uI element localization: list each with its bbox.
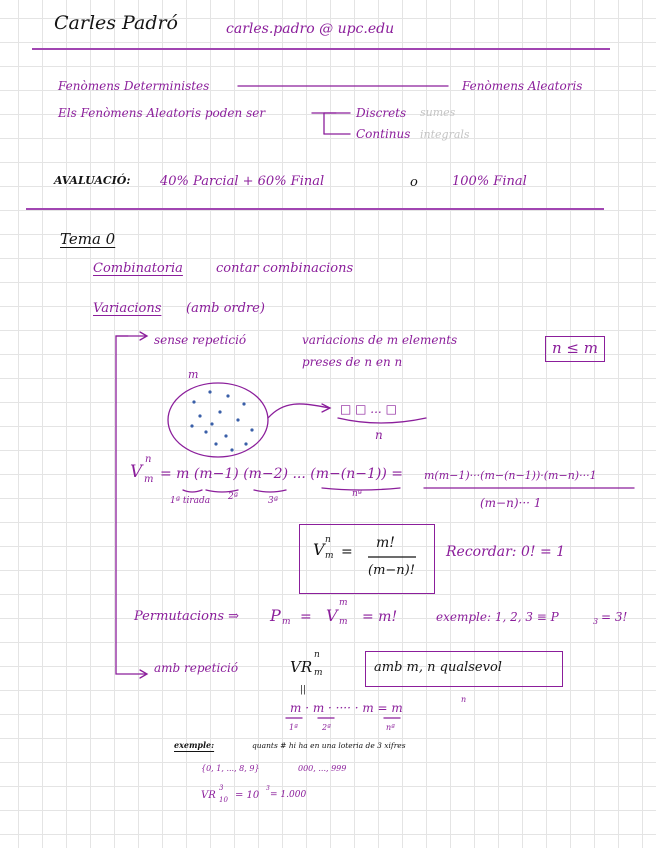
variations-sub: m bbox=[144, 474, 154, 485]
set-dots bbox=[190, 390, 253, 451]
perm-v-sup: m bbox=[339, 598, 348, 608]
variations-expansion: = m (m−1) (m−2) ... (m−(n−1)) = bbox=[160, 466, 403, 482]
evaluation-label: AVALUACIÓ: bbox=[54, 174, 131, 187]
under-third: 3ª bbox=[268, 496, 279, 506]
deterministic-label: Fenòmens Deterministes bbox=[58, 79, 210, 93]
under-second: 2ª bbox=[228, 492, 239, 502]
evaluation-or: o bbox=[410, 175, 418, 190]
vr-sub: m bbox=[314, 668, 323, 678]
vr-symbol: VR bbox=[290, 658, 313, 676]
example-question: quants # hi ha en una loteria de 3 xifres bbox=[252, 741, 406, 750]
example-vr-eq: = 10 bbox=[235, 790, 260, 801]
remember-note: Recordar: 0! = 1 bbox=[446, 544, 566, 560]
underbrace-1 bbox=[183, 490, 202, 492]
set-arrow-head bbox=[322, 404, 330, 412]
topic-title: Tema 0 bbox=[60, 230, 116, 248]
boxed-denominator: (m−n)! bbox=[368, 563, 415, 578]
variations-symbol: V bbox=[130, 462, 143, 482]
boxed-symbol: V bbox=[313, 540, 325, 559]
boxed-sup: n bbox=[325, 535, 331, 545]
example-vr-pow: 3 bbox=[266, 785, 270, 792]
product-under-n: nª bbox=[386, 723, 395, 732]
author-name: Carles Padró bbox=[54, 12, 179, 34]
underbrace-3 bbox=[254, 490, 286, 492]
product-under-1: 1ª bbox=[289, 723, 298, 732]
example-vr-result: = 1.000 bbox=[270, 790, 307, 800]
variations-desc: (amb ordre) bbox=[186, 301, 265, 316]
discrete-label: Discrets bbox=[356, 106, 407, 120]
no-repeat-line-1: variacions de m elements bbox=[302, 333, 458, 347]
example-digit-set: {0, 1, ..., 8, 9} bbox=[201, 764, 260, 773]
slots-brace bbox=[338, 418, 426, 423]
under-first: 1ª tirada bbox=[170, 496, 211, 506]
any-values-text: amb m, n qualsevol bbox=[374, 660, 502, 675]
perm-v-sub: m bbox=[339, 617, 348, 627]
example-label: exemple: bbox=[174, 740, 215, 750]
set-ellipse bbox=[168, 383, 268, 457]
with-repeat-label: amb repetició bbox=[154, 661, 239, 675]
perm-sub: m bbox=[282, 617, 291, 627]
perm-example-end: = 3! bbox=[601, 610, 628, 624]
permutations-label: Permutacions ⇒ bbox=[134, 609, 240, 624]
set-arrow bbox=[268, 404, 330, 418]
evaluation-option-2: 100% Final bbox=[452, 174, 527, 189]
example-vr-sub: 10 bbox=[219, 796, 228, 804]
evaluation-option-1: 40% Parcial + 60% Final bbox=[160, 174, 325, 189]
slot-count-label: n bbox=[375, 428, 383, 442]
vr-sup: n bbox=[314, 650, 320, 660]
example-vr: VR bbox=[201, 790, 216, 801]
under-nth: nª bbox=[352, 489, 363, 499]
equality-bars: || bbox=[300, 685, 307, 695]
author-email: carles.padro @ upc.edu bbox=[226, 21, 395, 37]
perm-symbol: P bbox=[270, 606, 281, 625]
no-repeat-line-2: preses de n en n bbox=[302, 355, 403, 369]
condition-text: n ≤ m bbox=[552, 339, 598, 357]
discrete-note: sumes bbox=[420, 106, 456, 119]
underbrace-2 bbox=[206, 490, 238, 492]
branch-line bbox=[116, 336, 146, 674]
continuous-label: Continus bbox=[356, 127, 411, 141]
no-repeat-label: sense repetició bbox=[154, 333, 247, 347]
variations-heading: Variacions bbox=[93, 301, 162, 316]
continuous-note: integrals bbox=[420, 128, 470, 141]
example-vr-sup: 3 bbox=[219, 784, 224, 792]
combinatorics-desc: contar combinacions bbox=[216, 261, 354, 276]
random-sentence: Els Fenòmens Aleatoris poden ser bbox=[58, 106, 266, 120]
combinatorics-heading: Combinatoria bbox=[93, 261, 183, 276]
set-label: m bbox=[188, 368, 199, 381]
example-range: 000, ..., 999 bbox=[298, 764, 347, 773]
random-label: Fenòmens Aleatoris bbox=[462, 79, 583, 93]
product-under-2: 2ª bbox=[322, 723, 331, 732]
perm-eq-2: = m! bbox=[362, 609, 398, 625]
perm-v-symbol: V bbox=[326, 606, 338, 625]
fraction-numerator: m(m−1)···(m−(n−1))·(m−n)···1 bbox=[424, 469, 597, 482]
perm-eq-1: = bbox=[300, 609, 312, 625]
boxed-sub: m bbox=[325, 551, 334, 561]
perm-example-sub: 3 bbox=[593, 617, 599, 626]
slot-boxes: □ □ ... □ bbox=[340, 402, 397, 416]
boxed-numerator: m! bbox=[376, 535, 395, 551]
underbrace-n bbox=[322, 488, 400, 490]
fraction-denominator: (m−n)··· 1 bbox=[480, 496, 542, 510]
variations-sup: n bbox=[145, 454, 152, 465]
perm-example: exemple: 1, 2, 3 ≡ P bbox=[436, 610, 559, 624]
boxed-equals: = bbox=[341, 544, 353, 560]
product-sup: n bbox=[461, 695, 467, 704]
product-expression: m · m · ···· · m = m bbox=[290, 701, 403, 715]
